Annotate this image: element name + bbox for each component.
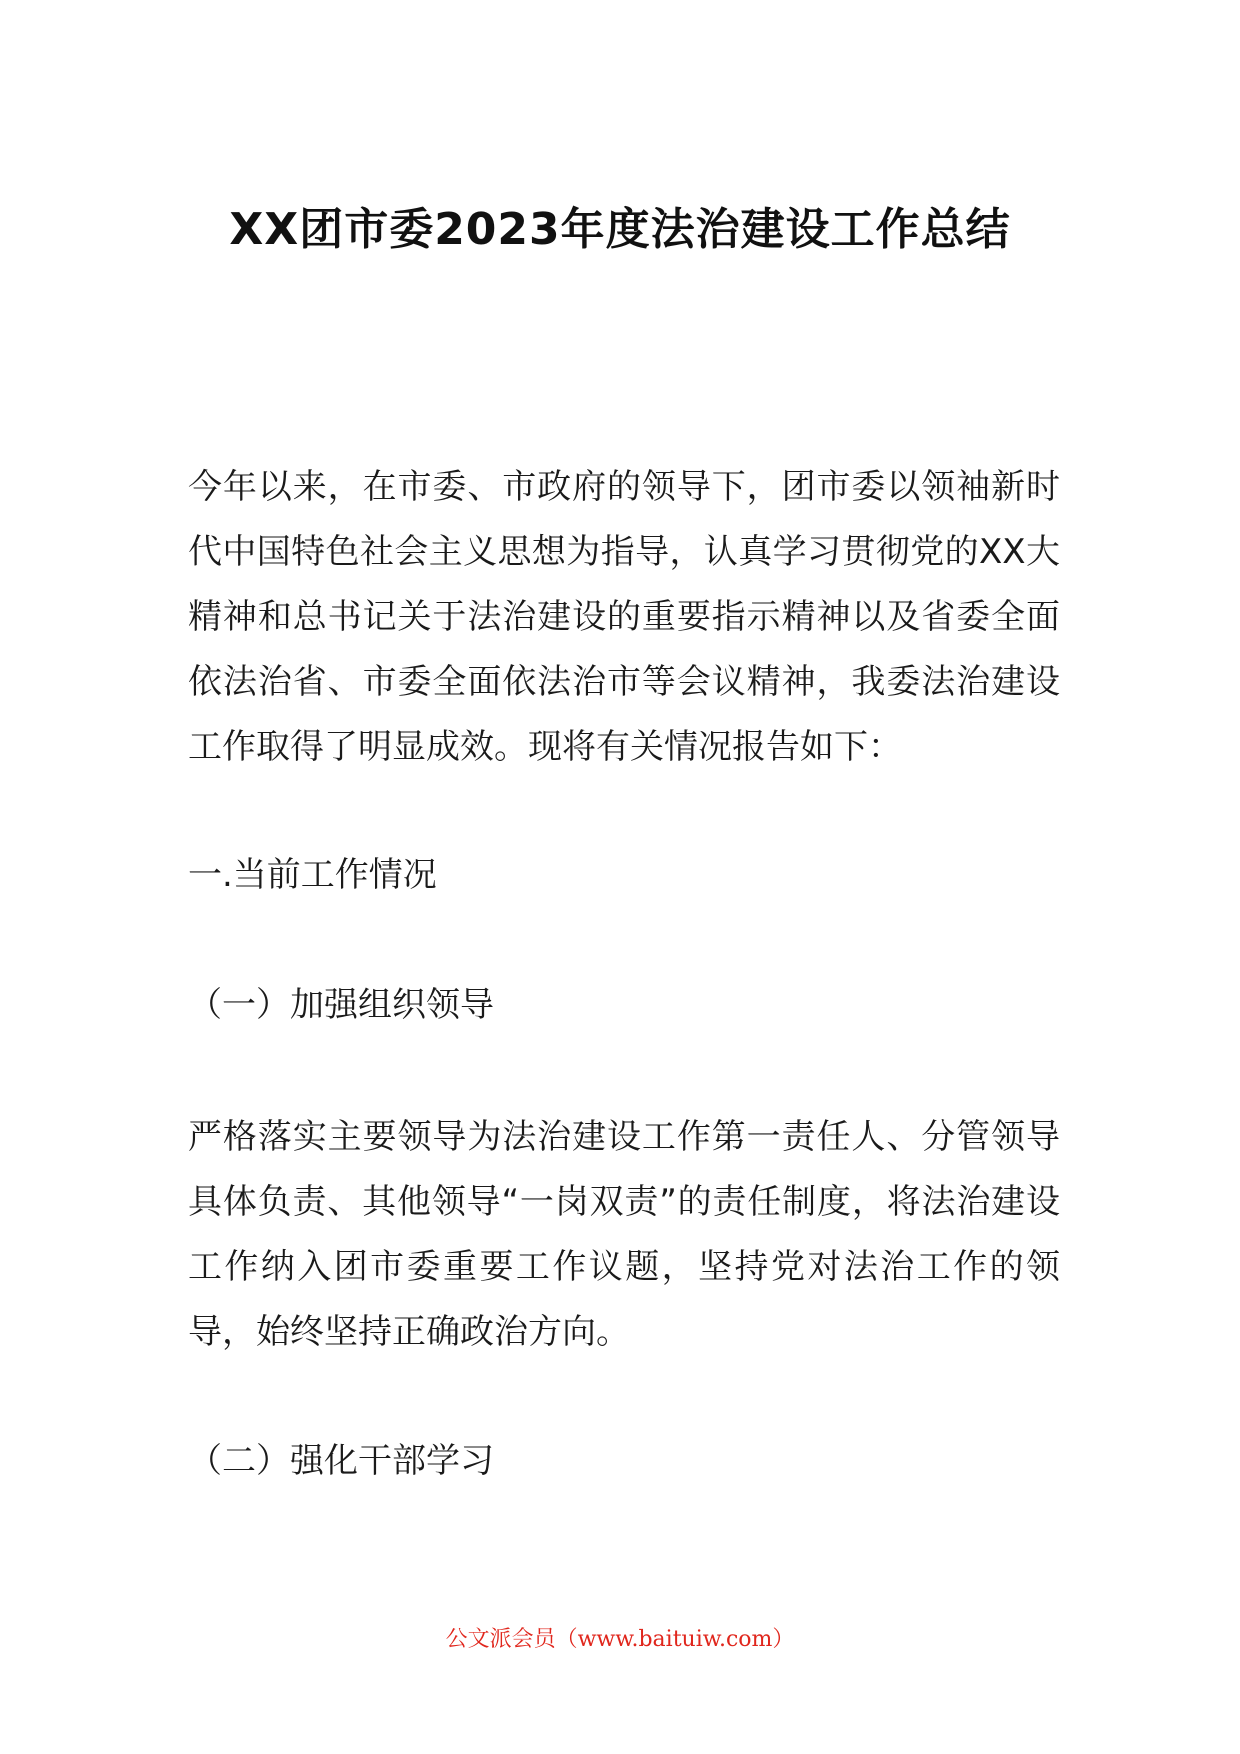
subsection-paragraph-organization: 严格落实主要领导为法治建设工作第一责任人、分管领导具体负责、其他领导“一岗双责”的责任制度，将法治建设工作纳入团市委重要工作议题，坚持党对法治工作的领导，始终坚持正确政治方向。 <box>188 1117 1060 1352</box>
subsection-heading-cadre-study: （二）强化干部学习 <box>188 1441 494 1481</box>
section-heading-current-work: 一.当前工作情况 <box>188 855 437 895</box>
subsection-heading-organization: （一）加强组织领导 <box>188 985 494 1025</box>
intro-paragraph: 今年以来，在市委、市政府的领导下，团市委以领袖新时代中国特色社会主义思想为指导，认真学习贯彻党的XX大精神和总书记关于法治建设的重要指示精神以及省委全面依法治省、市委全面依法治市等会议精神，我委法治建设工作取得了明显成效。现将有关情况报告如下： <box>188 467 1060 767</box>
document-title: XX团市委2023年度法治建设工作总结 <box>229 204 1011 255</box>
footer-watermark: 公文派会员（www.baituiw.com） <box>445 1627 795 1652</box>
